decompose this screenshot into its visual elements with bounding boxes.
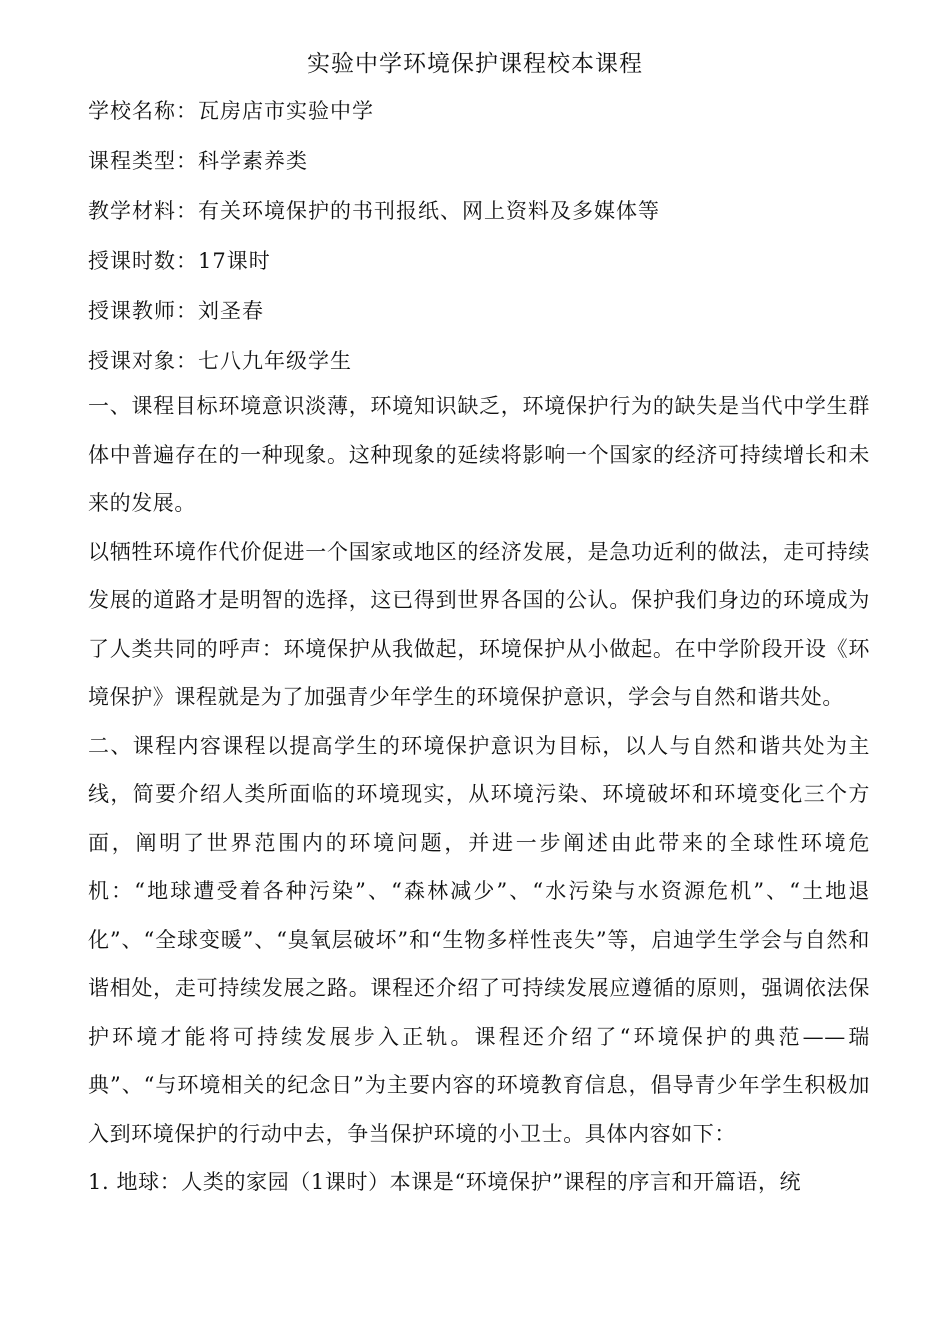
course-info <box>88 86 888 386</box>
content-item-1: 1. 地球：人类的家园（1课时）本课是“环境保护”课程的序言和开篇语，统 <box>88 1170 802 1194</box>
course-type-line: 课程类型：科学素养类 <box>88 149 308 173</box>
course-goal-paragraph: 一、课程目标环境意识淡薄，环境知识缺乏，环境保护行为的缺失是当代中学生群体中普遍存在的一种现象。这种现象的延续将影响一个国家的经济可持续增长和未来的发展。 <box>88 394 870 515</box>
class-hours-line: 授课时数：17课时 <box>88 249 271 273</box>
teaching-materials-line: 教学材料：有关环境保护的书刊报纸、网上资料及多媒体等 <box>88 199 660 223</box>
teacher-line: 授课教师：刘圣春 <box>88 299 264 323</box>
sustainability-paragraph: 以牺牲环境作代价促进一个国家或地区的经济发展，是急功近利的做法，走可持续发展的道路才是明智的选择，这已得到世界各国的公认。保护我们身边的环境成为了人类共同的呼声：环境保护从我做起，环境保护从小做起。在中学阶段开设《环境保护》课程就是为了加强青少年学生的环境保护意识，学会与自然和谐共处。 <box>88 539 870 709</box>
audience-line: 授课对象：七八九年级学生 <box>88 349 352 373</box>
school-name-line: 学校名称：瓦房店市实验中学 <box>88 99 374 123</box>
document-title: 实验中学环境保护课程校本课程 <box>307 51 643 77</box>
document-body <box>88 382 870 1207</box>
course-content-paragraph: 二、课程内容课程以提高学生的环境保护意识为目标，以人与自然和谐共处为主线，简要介绍人类所面临的环境现实，从环境污染、环境破坏和环境变化三个方面，阐明了世界范围内的环境问题，并进一步阐述由此带来的全球性环境危机：“地球遭受着各种污染”、“森林减少”、“水污染与水资源危机”、“土地退化”、“全球变暖”、“臭氧层破坏”和“生物多样性丧失”等，启迪学生学会与自然和谐相处，走可持续发展之路。课程还介绍了可持续发展应遵循的原则，强调依法保护环境才能将可持续发展步入正轨。课程还介绍了“环境保护的典范——瑞典”、“与环境相关的纪念日”为主要内容的环境教育信息，倡导青少年学生积极加入到环境保护的行动中去，争当保护环境的小卫士。具体内容如下： <box>88 733 870 1146</box>
